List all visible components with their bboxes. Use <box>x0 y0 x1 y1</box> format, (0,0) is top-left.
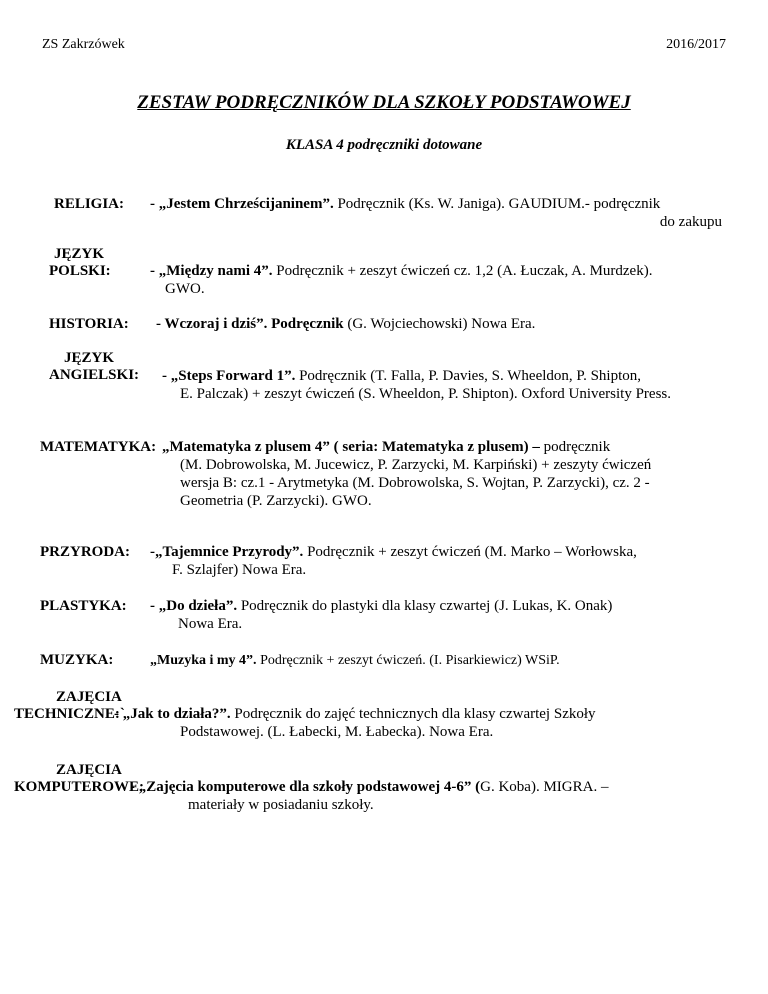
polski-line-1 <box>150 262 652 280</box>
techniczne-line-2: Podstawowej. (L. Łabecki, M. Łabecka). Nowa Era. <box>180 724 494 740</box>
angielski-book-title: - „Steps Forward 1”. <box>162 368 296 384</box>
muzyka-book-title: „Muzyka i my 4”. <box>150 653 257 668</box>
document-subtitle: KLASA 4 podręczniki dotowane <box>285 137 483 153</box>
subject-label-polski: POLSKI: <box>49 263 111 279</box>
subject-label-zajecia-2: ZAJĘCIA <box>56 762 122 778</box>
komputerowe-line-1-text: G. Koba). MIGRA. – <box>480 779 609 795</box>
subject-label-plastyka: PLASTYKA: <box>40 598 127 614</box>
muzyka-line-1 <box>150 651 560 670</box>
angielski-line-1-text: Podręcznik (T. Falla, P. Davies, S. Wheeldon, P. Shipton, <box>295 368 641 384</box>
polski-line-1-text: Podręcznik + zeszyt ćwiczeń cz. 1,2 (A. Łuczak, A. Murdzek). <box>272 263 653 279</box>
polski-line-2: GWO. <box>165 281 205 297</box>
przyroda-book-title: -„Tajemnice Przyrody”. <box>150 544 304 560</box>
subject-label-muzyka: MUZYKA: <box>40 652 114 668</box>
techniczne-line-1-text: Podręcznik do zajęć technicznych dla klasy czwartej Szkoły <box>230 706 596 722</box>
religia-line-1 <box>150 195 660 213</box>
matematyka-book-title: „Matematyka z plusem 4” ( seria: Matematyka z plusem) – <box>162 439 540 455</box>
matematyka-line-1 <box>162 438 610 456</box>
komputerowe-line-2: materiały w posiadaniu szkoły. <box>188 797 374 813</box>
subject-label-jezyk-2: JĘZYK <box>64 350 115 366</box>
plastyka-line-1 <box>150 597 612 615</box>
subject-label-religia: RELIGIA: <box>54 196 125 212</box>
historia-line-1 <box>156 315 535 333</box>
subject-label-historia: HISTORIA: <box>49 316 129 332</box>
subject-label-przyroda: PRZYRODA: <box>40 544 130 560</box>
subject-label-komputerowe: KOMPUTEROWE: <box>14 779 144 795</box>
header-school-year: 2016/2017 <box>666 37 726 52</box>
komputerowe-book-title: - „Zajęcia komputerowe dla szkoły podstawowej 4-6” ( <box>130 779 481 795</box>
historia-book-title: - Wczoraj i dziś”. Podręcznik <box>156 316 344 332</box>
komputerowe-line-1 <box>130 778 608 796</box>
religia-book-title: - „Jestem Chrześcijaninem”. <box>150 196 334 212</box>
subject-label-zajecia: ZAJĘCIA <box>56 689 122 705</box>
document-title: ZESTAW PODRĘCZNIKÓW DLA SZKOŁY PODSTAWOWEJ <box>137 92 631 113</box>
angielski-line-1 <box>162 367 641 385</box>
subject-label-angielski: ANGIELSKI: <box>49 367 140 383</box>
muzyka-line-1-text: Podręcznik + zeszyt ćwiczeń. (I. Pisarkiewicz) WSiP. <box>256 653 560 668</box>
header-school-name: ZS Zakrzówek <box>42 37 125 52</box>
plastyka-line-2: Nowa Era. <box>178 616 243 632</box>
plastyka-book-title: - „Do dzieła”. <box>150 598 238 614</box>
angielski-line-2: E. Palczak) + zeszyt ćwiczeń (S. Wheeldon, P. Shipton). Oxford University Press. <box>180 386 671 402</box>
techniczne-line-1 <box>114 705 596 723</box>
matematyka-line-4: Geometria (P. Zarzycki). GWO. <box>180 493 372 509</box>
przyroda-line-1-text: Podręcznik + zeszyt ćwiczeń (M. Marko – Worłowska, <box>303 544 637 560</box>
religia-line-1-text: Podręcznik (Ks. W. Janiga). GAUDIUM.- podręcznik <box>333 196 661 212</box>
polski-book-title: - „Między nami 4”. <box>150 263 273 279</box>
matematyka-line-1-text: podręcznik <box>539 439 611 455</box>
techniczne-book-title: - „Jak to działa?”. <box>114 706 231 722</box>
matematyka-line-3: wersja B: cz.1 - Arytmetyka (M. Dobrowolska, S. Wojtan, P. Zarzycki), cz. 2 - <box>180 475 650 491</box>
subject-label-techniczne: TECHNICZNE:` <box>14 706 125 722</box>
religia-line-2: do zakupu <box>659 214 722 230</box>
przyroda-line-2: F. Szlajfer) Nowa Era. <box>172 562 307 578</box>
matematyka-line-2: (M. Dobrowolska, M. Jucewicz, P. Zarzycki, M. Karpiński) + zeszyty ćwiczeń <box>180 457 652 473</box>
historia-line-1-text: (G. Wojciechowski) Nowa Era. <box>343 316 536 332</box>
przyroda-line-1 <box>150 543 637 561</box>
plastyka-line-1-text: Podręcznik do plastyki dla klasy czwartej (J. Lukas, K. Onak) <box>237 598 613 614</box>
subject-label-jezyk: JĘZYK <box>54 246 105 262</box>
subject-label-matematyka: MATEMATYKA: <box>40 439 157 455</box>
